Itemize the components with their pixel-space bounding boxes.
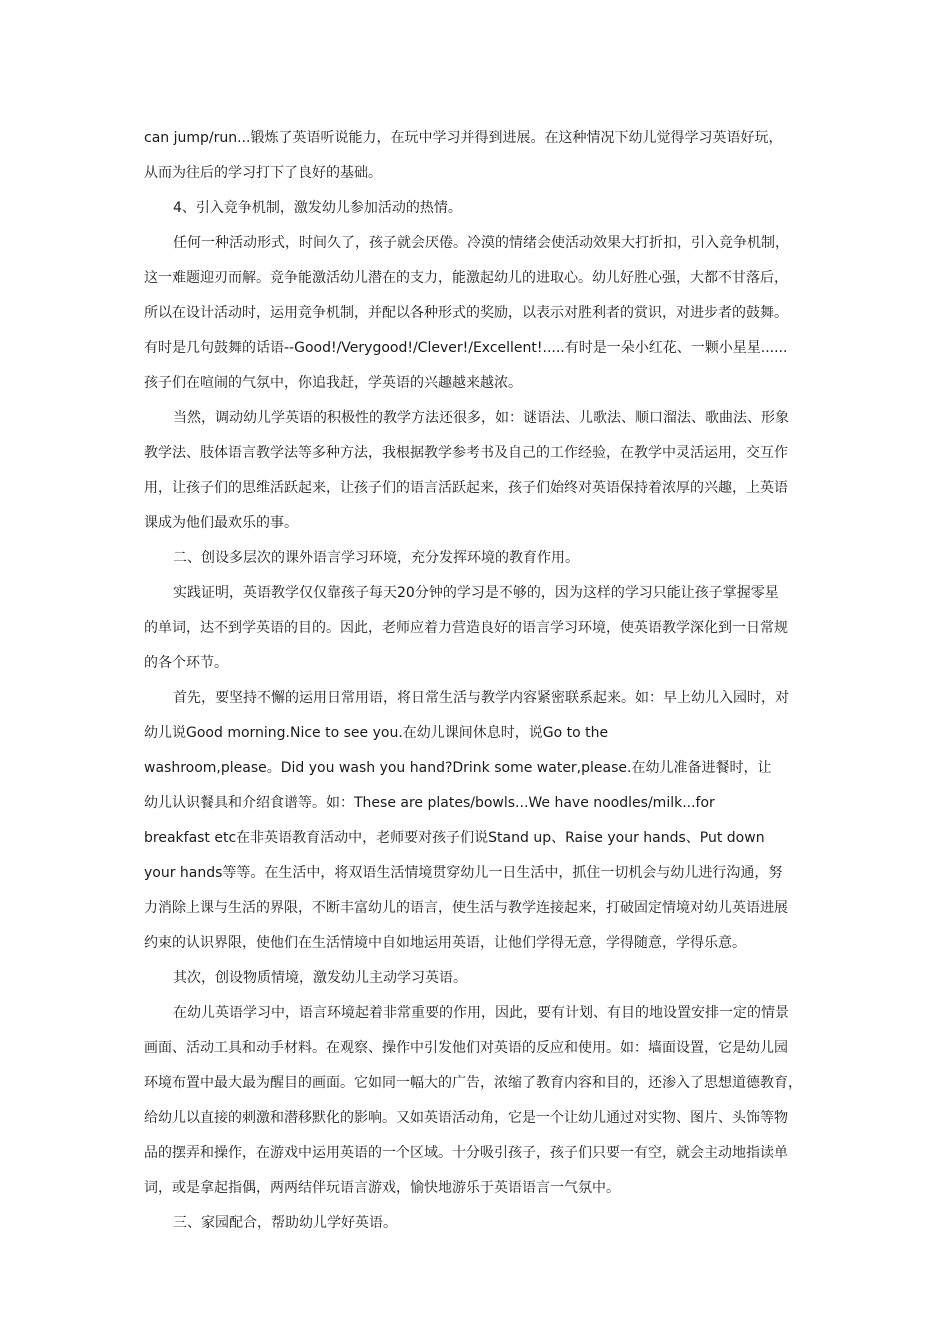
text-line: 力消除上课与生活的界限，不断丰富幼儿的语言，使生活与教学连接起来，打破固定情境对幼儿英语进展 xyxy=(144,900,788,916)
text-line: 词，或是拿起指偶，两两结伴玩语言游戏，愉快地游乐于英语语言一气氛中。 xyxy=(144,1180,620,1196)
text-line: 所以在设计活动时，运用竞争机制，并配以各种形式的奖励，以表示对胜利者的赏识，对进步者的鼓舞。 xyxy=(144,305,788,321)
text-line: 给幼儿以直接的刺激和潜移默化的影响。又如英语活动角，它是一个让幼儿通过对实物、图片、头饰等物 xyxy=(144,1110,788,1126)
text-line: 从而为往后的学习打下了良好的基础。 xyxy=(144,165,382,181)
document-page xyxy=(144,121,812,1241)
text-line: 课成为他们最欢乐的事。 xyxy=(144,515,298,531)
text-line: 任何一种活动形式，时间久了，孩子就会厌倦。冷漠的情绪会使活动效果大打折扣，引入竞争机制， xyxy=(173,235,789,251)
text-line: 用，让孩子们的思维活跃起来，让孩子们的语言活跃起来，孩子们始终对英语保持着浓厚的兴趣，上英语 xyxy=(144,480,788,496)
text-line: 当然，调动幼儿学英语的积极性的教学方法还很多，如：谜语法、儿歌法、顺口溜法、歌曲法、形象 xyxy=(173,410,789,426)
text-line: 孩子们在喧闹的气氛中，你追我赶，学英语的兴趣越来越浓。 xyxy=(144,375,522,391)
section-heading: 4、引入竞争机制，激发幼儿参加活动的热情。 xyxy=(173,200,462,216)
text-line: can jump/run...锻炼了英语听说能力，在玩中学习并得到进展。在这种情况下幼儿觉得学习英语好玩， xyxy=(144,130,783,146)
section-heading: 二、创设多层次的课外语言学习环境，充分发挥环境的教育作用。 xyxy=(173,550,579,566)
text-line: 幼儿说Good morning.Nice to see you.在幼儿课间休息时，说Go to the xyxy=(144,725,609,741)
text-line: 的单词，达不到学英语的目的。因此，老师应着力营造良好的语言学习环境，使英语教学深化到一日常规 xyxy=(144,620,788,636)
text-line: 幼儿认识餐具和介绍食谱等。如：These are plates/bowls...We have noodles/milk...for xyxy=(144,795,715,811)
text-line: 在幼儿英语学习中，语言环境起着非常重要的作用，因此，要有计划、有目的地设置安排一定的情景 xyxy=(173,1005,789,1021)
text-line: 这一难题迎刃而解。竞争能激活幼儿潜在的支力，能激起幼儿的进取心。幼儿好胜心强，大都不甘落后， xyxy=(144,270,788,286)
text-line: 首先，要坚持不懈的运用日常用语，将日常生活与教学内容紧密联系起来。如：早上幼儿入园时，对 xyxy=(173,690,789,706)
text-line: breakfast etc在非英语教育活动中，老师要对孩子们说Stand up、Raise your hands、Put down xyxy=(144,830,765,846)
text-line: 环境布置中最大最为醒目的画面。它如同一幅大的广告，浓缩了教育内容和目的，还渗入了思想道德教育， xyxy=(144,1075,802,1091)
text-line: 有时是几句鼓舞的话语--Good!/Verygood!/Clever!/Excellent!.....有时是一朵小红花、一颗小星星...... xyxy=(144,340,788,356)
text-line: 的各个环节。 xyxy=(144,655,228,671)
text-line: 约束的认识界限，使他们在生活情境中自如地运用英语，让他们学得无意，学得随意，学得乐意。 xyxy=(144,935,746,951)
text-line: washroom,please。Did you wash you hand?Drink some water,please.在幼儿准备进餐时，让 xyxy=(144,760,772,776)
section-heading: 其次，创设物质情境，激发幼儿主动学习英语。 xyxy=(173,970,467,986)
text-line: 画面、活动工具和动手材料。在观察、操作中引发他们对英语的反应和使用。如：墙面设置，它是幼儿园 xyxy=(144,1040,788,1056)
text-line: your hands等等。在生活中，将双语生活情境贯穿幼儿一日生活中，抓住一切机会与幼儿进行沟通，努 xyxy=(144,865,783,881)
text-line: 品的摆弄和操作，在游戏中运用英语的一个区域。十分吸引孩子，孩子们只要一有空，就会主动地指读单 xyxy=(144,1145,788,1161)
text-line: 教学法、肢体语言教学法等多种方法，我根据教学参考书及自己的工作经验，在教学中灵活运用，交互作 xyxy=(144,445,788,461)
section-heading: 三、家园配合，帮助幼儿学好英语。 xyxy=(173,1215,397,1231)
text-line: 实践证明，英语教学仅仅靠孩子每天20分钟的学习是不够的，因为这样的学习只能让孩子掌握零星 xyxy=(173,585,779,601)
